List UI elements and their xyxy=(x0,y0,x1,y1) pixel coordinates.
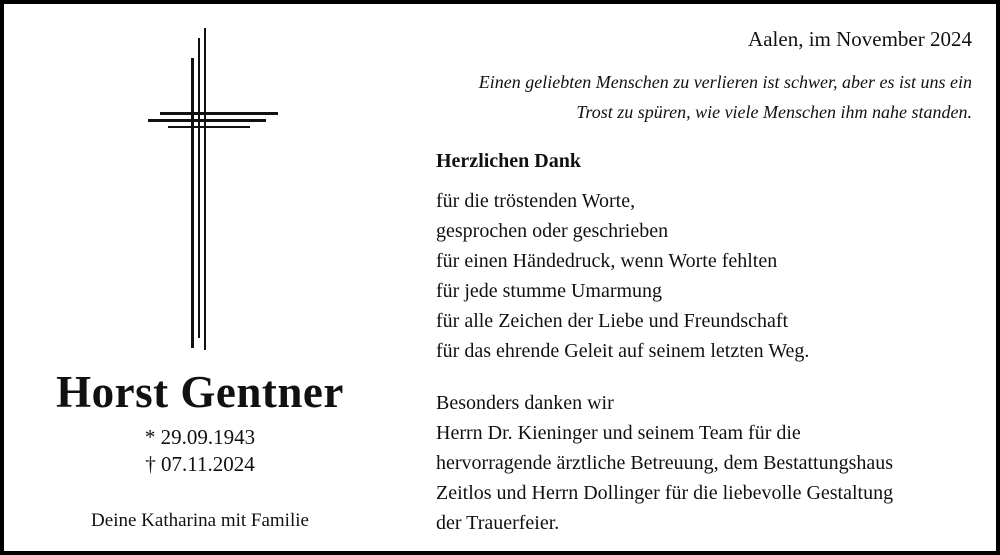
thanks-line: für die tröstenden Worte, xyxy=(436,190,636,212)
closing-line: Besonders danken wir xyxy=(436,392,614,414)
closing-line: Herrn Dr. Kieninger und seinem Team für die xyxy=(436,422,801,444)
thanks-line: gesprochen oder geschrieben xyxy=(436,220,669,242)
closing-line: Zeitlos und Herrn Dollinger für die liebevolle Gestaltung xyxy=(436,482,894,504)
thanks-line: für einen Händedruck, wenn Worte fehlten xyxy=(436,250,778,272)
quote-line: Trost zu spüren, wie viele Menschen ihm nahe standen. xyxy=(576,102,972,122)
closing-line: der Trauerfeier. xyxy=(436,512,560,534)
birth-date: * 29.09.1943 xyxy=(144,425,256,449)
thanks-line: für alle Zeichen der Liebe und Freundschaft xyxy=(436,310,789,332)
quote-line: Einen geliebten Menschen zu verlieren ist schwer, aber es ist uns ein xyxy=(478,72,972,92)
place-date: Aalen, im November 2024 xyxy=(748,27,972,51)
signature: Deine Katharina mit Familie xyxy=(91,510,309,531)
closing-line: hervorragende ärztliche Betreuung, dem Bestattungshaus xyxy=(436,452,894,474)
cross-icon xyxy=(140,28,280,353)
deceased-name: Horst Gentner xyxy=(56,367,344,417)
thanks-line: für jede stumme Umarmung xyxy=(436,280,663,302)
thanks-line: für das ehrende Geleit auf seinem letzten Weg. xyxy=(436,340,810,362)
thanks-heading: Herzlichen Dank xyxy=(436,150,581,172)
death-date: † 07.11.2024 xyxy=(145,452,255,476)
